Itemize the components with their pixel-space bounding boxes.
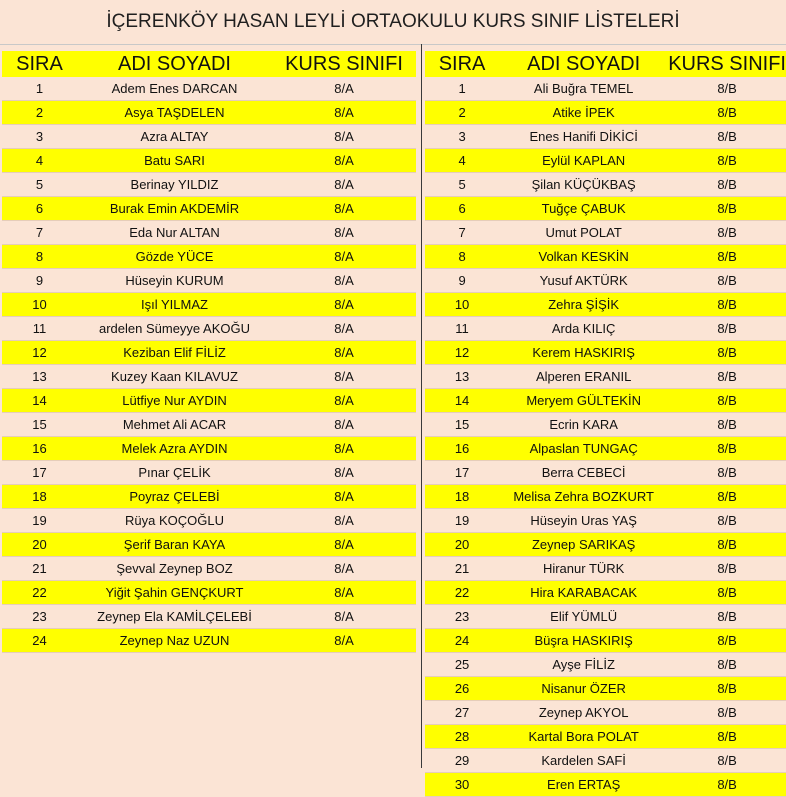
course-class: 8/A: [272, 581, 416, 605]
table-row: [2, 389, 416, 413]
course-class: 8/A: [272, 173, 416, 197]
table-row: [425, 557, 786, 581]
student-name: Nisanur ÖZER: [499, 677, 668, 701]
column-divider: [421, 44, 422, 768]
row-number: 1: [425, 77, 499, 101]
student-name: Hüseyin Uras YAŞ: [499, 509, 668, 533]
table-row: [425, 245, 786, 269]
row-number: 22: [2, 581, 77, 605]
header-adi-soyadi: ADI SOYADI: [77, 51, 272, 77]
course-class: 8/A: [272, 125, 416, 149]
row-number: 4: [2, 149, 77, 173]
table-row: [425, 509, 786, 533]
row-number: 8: [425, 245, 499, 269]
table-row: [425, 173, 786, 197]
course-class: 8/B: [668, 653, 786, 677]
class-b-table: [425, 51, 786, 797]
page-title: İÇERENKÖY HASAN LEYLİ ORTAOKULU KURS SINIF LİSTELERİ: [0, 0, 786, 45]
course-class: 8/B: [668, 365, 786, 389]
course-class: 8/A: [272, 293, 416, 317]
table-row: [2, 437, 416, 461]
student-name: Hiranur TÜRK: [499, 557, 668, 581]
student-name: Berinay YILDIZ: [77, 173, 272, 197]
table-row: [425, 701, 786, 725]
table-row: [425, 485, 786, 509]
course-class: 8/A: [272, 485, 416, 509]
course-class: 8/A: [272, 269, 416, 293]
table-row: [425, 125, 786, 149]
row-number: 15: [425, 413, 499, 437]
student-name: Ecrin KARA: [499, 413, 668, 437]
course-class: 8/B: [668, 605, 786, 629]
row-number: 12: [425, 341, 499, 365]
student-name: Kuzey Kaan KILAVUZ: [77, 365, 272, 389]
student-name: Batu SARI: [77, 149, 272, 173]
table-row: [2, 221, 416, 245]
student-name: Ali Buğra TEMEL: [499, 77, 668, 101]
row-number: 4: [425, 149, 499, 173]
table-row: [425, 413, 786, 437]
row-number: 29: [425, 749, 499, 773]
row-number: 16: [425, 437, 499, 461]
table-row: [2, 269, 416, 293]
row-number: 14: [2, 389, 77, 413]
row-number: 27: [425, 701, 499, 725]
table-row: [425, 629, 786, 653]
row-number: 3: [2, 125, 77, 149]
row-number: 30: [425, 773, 499, 797]
student-name: Adem Enes DARCAN: [77, 77, 272, 101]
row-number: 7: [2, 221, 77, 245]
course-class: 8/B: [668, 125, 786, 149]
student-name: Enes Hanifi DİKİCİ: [499, 125, 668, 149]
table-row: [425, 389, 786, 413]
course-class: 8/B: [668, 389, 786, 413]
row-number: 5: [425, 173, 499, 197]
class-b-header-row: [425, 51, 786, 77]
table-row: [425, 197, 786, 221]
row-number: 22: [425, 581, 499, 605]
student-name: Şilan KÜÇÜKBAŞ: [499, 173, 668, 197]
student-name: Gözde YÜCE: [77, 245, 272, 269]
table-row: [425, 293, 786, 317]
row-number: 7: [425, 221, 499, 245]
course-class: 8/A: [272, 629, 416, 653]
student-name: Atike İPEK: [499, 101, 668, 125]
course-class: 8/B: [668, 533, 786, 557]
student-name: Eylül KAPLAN: [499, 149, 668, 173]
student-name: Eren ERTAŞ: [499, 773, 668, 797]
row-number: 17: [2, 461, 77, 485]
table-row: [2, 413, 416, 437]
course-class: 8/A: [272, 149, 416, 173]
table-row: [425, 149, 786, 173]
course-class: 8/B: [668, 581, 786, 605]
table-row: [425, 461, 786, 485]
student-name: Rüya KOÇOĞLU: [77, 509, 272, 533]
row-number: 24: [425, 629, 499, 653]
row-number: 28: [425, 725, 499, 749]
row-number: 9: [2, 269, 77, 293]
row-number: 16: [2, 437, 77, 461]
table-row: [2, 557, 416, 581]
course-class: 8/A: [272, 221, 416, 245]
course-class: 8/B: [668, 245, 786, 269]
student-name: Berra CEBECİ: [499, 461, 668, 485]
table-row: [2, 629, 416, 653]
student-name: Azra ALTAY: [77, 125, 272, 149]
course-class: 8/A: [272, 197, 416, 221]
student-name: Zeynep Ela KAMİLÇELEBİ: [77, 605, 272, 629]
course-class: 8/A: [272, 509, 416, 533]
course-class: 8/A: [272, 341, 416, 365]
course-class: 8/B: [668, 437, 786, 461]
table-row: [2, 173, 416, 197]
course-class: 8/B: [668, 101, 786, 125]
row-number: 10: [2, 293, 77, 317]
course-class: 8/A: [272, 413, 416, 437]
row-number: 24: [2, 629, 77, 653]
course-class: 8/B: [668, 149, 786, 173]
student-name: Melisa Zehra BOZKURT: [499, 485, 668, 509]
table-row: [425, 533, 786, 557]
course-class: 8/B: [668, 269, 786, 293]
table-row: [2, 245, 416, 269]
student-name: Kartal Bora POLAT: [499, 725, 668, 749]
row-number: 18: [425, 485, 499, 509]
row-number: 15: [2, 413, 77, 437]
table-row: [425, 437, 786, 461]
row-number: 8: [2, 245, 77, 269]
student-name: Eda Nur ALTAN: [77, 221, 272, 245]
course-class: 8/B: [668, 749, 786, 773]
course-class: 8/A: [272, 365, 416, 389]
student-name: Zehra ŞİŞİK: [499, 293, 668, 317]
table-row: [2, 77, 416, 101]
table-row: [425, 101, 786, 125]
header-kurs-sinifi: KURS SINIFI: [668, 51, 786, 77]
student-name: Şerif Baran KAYA: [77, 533, 272, 557]
student-name: ardelen Sümeyye AKOĞU: [77, 317, 272, 341]
row-number: 17: [425, 461, 499, 485]
student-name: Meryem GÜLTEKİN: [499, 389, 668, 413]
student-name: Poyraz ÇELEBİ: [77, 485, 272, 509]
course-class: 8/A: [272, 437, 416, 461]
course-class: 8/A: [272, 557, 416, 581]
row-number: 10: [425, 293, 499, 317]
header-sira: SIRA: [425, 51, 499, 77]
table-row: [425, 605, 786, 629]
course-class: 8/B: [668, 197, 786, 221]
header-adi-soyadi: ADI SOYADI: [499, 51, 668, 77]
row-number: 11: [2, 317, 77, 341]
student-name: Alperen ERANIL: [499, 365, 668, 389]
header-sira: SIRA: [2, 51, 77, 77]
row-number: 23: [2, 605, 77, 629]
table-row: [2, 125, 416, 149]
class-a-table: [2, 51, 416, 653]
table-row: [2, 317, 416, 341]
table-row: [2, 197, 416, 221]
row-number: 19: [2, 509, 77, 533]
course-class: 8/B: [668, 509, 786, 533]
row-number: 6: [425, 197, 499, 221]
row-number: 18: [2, 485, 77, 509]
row-number: 13: [425, 365, 499, 389]
student-name: Lütfiye Nur AYDIN: [77, 389, 272, 413]
student-name: Hira KARABACAK: [499, 581, 668, 605]
student-name: Asya TAŞDELEN: [77, 101, 272, 125]
course-class: 8/B: [668, 341, 786, 365]
student-name: Alpaslan TUNGAÇ: [499, 437, 668, 461]
row-number: 3: [425, 125, 499, 149]
course-class: 8/B: [668, 413, 786, 437]
student-name: Keziban Elif FİLİZ: [77, 341, 272, 365]
course-class: 8/B: [668, 293, 786, 317]
table-row: [425, 725, 786, 749]
course-class: 8/A: [272, 317, 416, 341]
row-number: 11: [425, 317, 499, 341]
table-row: [425, 581, 786, 605]
course-class: 8/A: [272, 245, 416, 269]
table-row: [425, 269, 786, 293]
student-name: Volkan KESKİN: [499, 245, 668, 269]
course-class: 8/B: [668, 485, 786, 509]
table-row: [425, 677, 786, 701]
row-number: 19: [425, 509, 499, 533]
class-b-rows: [425, 77, 786, 797]
student-name: Kardelen SAFİ: [499, 749, 668, 773]
student-name: Büşra HASKIRIŞ: [499, 629, 668, 653]
course-class: 8/B: [668, 629, 786, 653]
table-row: [425, 221, 786, 245]
table-row: [2, 605, 416, 629]
table-row: [425, 749, 786, 773]
class-a-rows: [2, 77, 416, 653]
student-name: Elif YÜMLÜ: [499, 605, 668, 629]
student-name: Yiğit Şahin GENÇKURT: [77, 581, 272, 605]
course-class: 8/A: [272, 101, 416, 125]
student-name: Arda KILIÇ: [499, 317, 668, 341]
student-name: Hüseyin KURUM: [77, 269, 272, 293]
student-name: Umut POLAT: [499, 221, 668, 245]
row-number: 9: [425, 269, 499, 293]
student-name: Şevval Zeynep BOZ: [77, 557, 272, 581]
course-class: 8/A: [272, 77, 416, 101]
table-row: [2, 533, 416, 557]
course-class: 8/A: [272, 389, 416, 413]
student-name: Işıl YILMAZ: [77, 293, 272, 317]
table-row: [2, 461, 416, 485]
row-number: 6: [2, 197, 77, 221]
table-row: [425, 317, 786, 341]
table-row: [425, 77, 786, 101]
course-class: 8/B: [668, 77, 786, 101]
header-kurs-sinifi: KURS SINIFI: [272, 51, 416, 77]
row-number: 12: [2, 341, 77, 365]
table-row: [2, 149, 416, 173]
course-class: 8/B: [668, 725, 786, 749]
student-name: Melek Azra AYDIN: [77, 437, 272, 461]
student-name: Mehmet Ali ACAR: [77, 413, 272, 437]
row-number: 23: [425, 605, 499, 629]
row-number: 20: [2, 533, 77, 557]
table-row: [425, 653, 786, 677]
student-name: Yusuf AKTÜRK: [499, 269, 668, 293]
row-number: 21: [2, 557, 77, 581]
student-name: Zeynep Naz UZUN: [77, 629, 272, 653]
table-row: [2, 581, 416, 605]
class-a-header-row: [2, 51, 416, 77]
table-row: [425, 341, 786, 365]
student-name: Pınar ÇELİK: [77, 461, 272, 485]
student-name: Kerem HASKIRIŞ: [499, 341, 668, 365]
course-class: 8/B: [668, 317, 786, 341]
table-row: [425, 365, 786, 389]
row-number: 26: [425, 677, 499, 701]
course-class: 8/B: [668, 557, 786, 581]
table-row: [2, 341, 416, 365]
student-name: Zeynep AKYOL: [499, 701, 668, 725]
row-number: 1: [2, 77, 77, 101]
course-class: 8/A: [272, 533, 416, 557]
row-number: 21: [425, 557, 499, 581]
row-number: 25: [425, 653, 499, 677]
course-class: 8/B: [668, 173, 786, 197]
course-class: 8/B: [668, 461, 786, 485]
row-number: 14: [425, 389, 499, 413]
row-number: 5: [2, 173, 77, 197]
student-name: Zeynep SARIKAŞ: [499, 533, 668, 557]
course-class: 8/A: [272, 605, 416, 629]
row-number: 2: [2, 101, 77, 125]
student-name: Ayşe FİLİZ: [499, 653, 668, 677]
row-number: 13: [2, 365, 77, 389]
table-row: [2, 365, 416, 389]
course-class: 8/A: [272, 461, 416, 485]
course-class: 8/B: [668, 677, 786, 701]
course-class: 8/B: [668, 701, 786, 725]
course-class: 8/B: [668, 221, 786, 245]
table-row: [2, 293, 416, 317]
table-row: [425, 773, 786, 797]
table-row: [2, 485, 416, 509]
course-class: 8/B: [668, 773, 786, 797]
table-row: [2, 509, 416, 533]
table-row: [2, 101, 416, 125]
student-name: Burak Emin AKDEMİR: [77, 197, 272, 221]
row-number: 20: [425, 533, 499, 557]
student-name: Tuğçe ÇABUK: [499, 197, 668, 221]
row-number: 2: [425, 101, 499, 125]
